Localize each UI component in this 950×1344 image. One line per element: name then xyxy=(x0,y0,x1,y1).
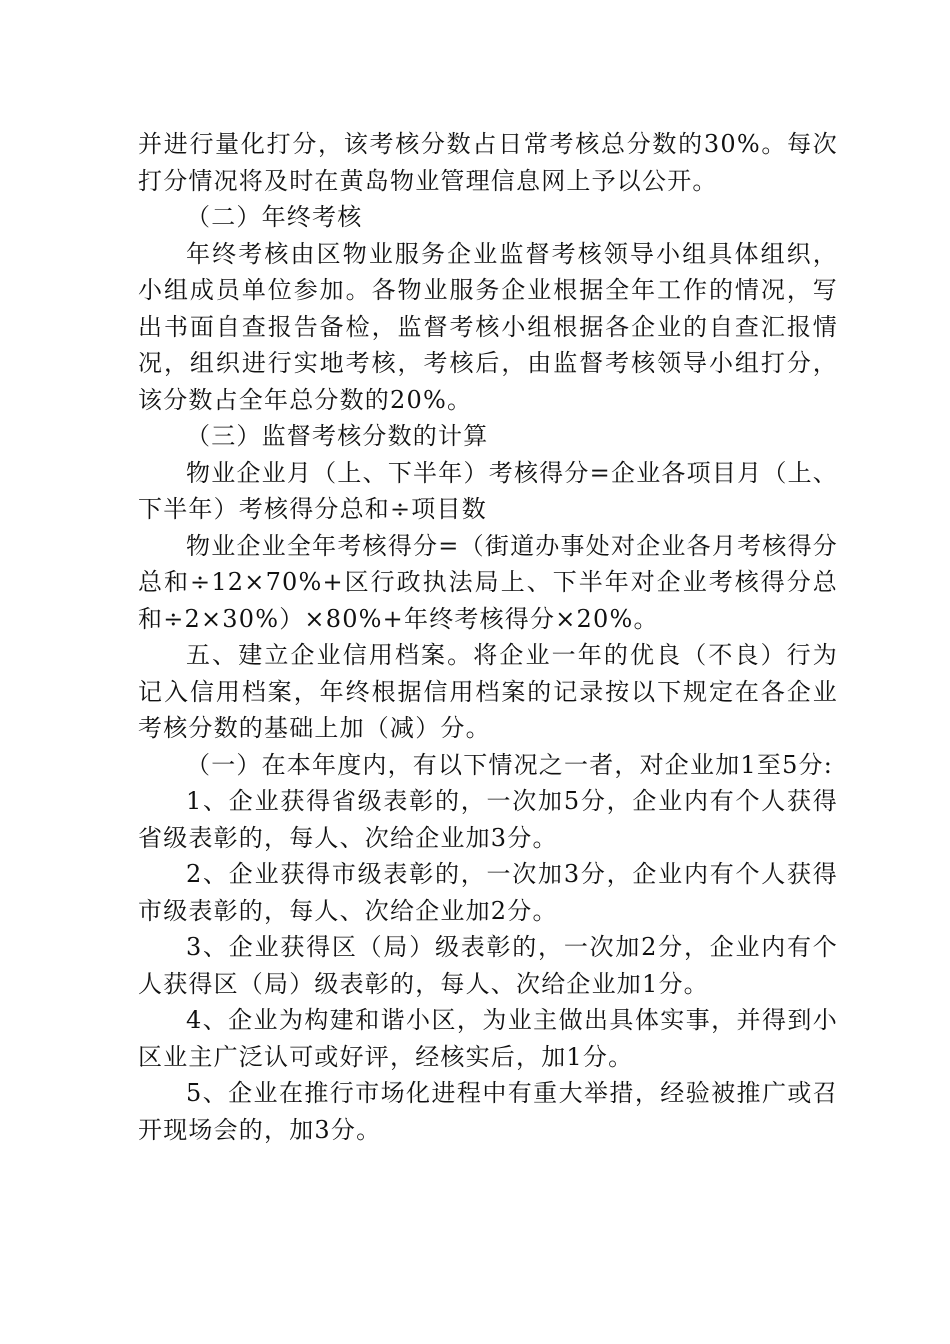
document-body xyxy=(138,126,838,1148)
paragraph-quantified-scoring: 并进行量化打分，该考核分数占日常考核总分数的30%。每次打分情况将及时在黄岛物业管理信息网上予以公开。 xyxy=(138,130,838,195)
heading-year-end-assessment: （二）年终考核 xyxy=(186,203,363,231)
list-item-harmonious-community: 4、企业为构建和谐小区，为业主做出具体实事，并得到小区业主广泛认可或好评，经核实后，加1分。 xyxy=(138,1006,838,1071)
paragraph-credit-records: 五、建立企业信用档案。将企业一年的优良（不良）行为记入信用档案，年终根据信用档案的记录按以下规定在各企业考核分数的基础上加（减）分。 xyxy=(138,641,838,742)
list-item-provincial-award: 1、企业获得省级表彰的，一次加5分，企业内有个人获得省级表彰的，每人、次给企业加3分。 xyxy=(138,787,838,852)
paragraph-annual-score-formula: 物业企业全年考核得分=（街道办事处对企业各月考核得分总和÷12×70%+区行政执法局上、下半年对企业考核得分总和÷2×30%）×80%+年终考核得分×20%。 xyxy=(138,531,838,633)
list-item-district-award: 3、企业获得区（局）级表彰的，一次加2分，企业内有个人获得区（局）级表彰的，每人、次给企业加1分。 xyxy=(138,933,838,998)
list-item-market-reform: 5、企业在推行市场化进程中有重大举措，经验被推广或召开现场会的，加3分。 xyxy=(138,1079,838,1144)
paragraph-year-end-assessment: 年终考核由区物业服务企业监督考核领导小组具体组织，小组成员单位参加。各物业服务企业根据全年工作的情况，写出书面自查报告备检，监督考核小组根据各企业的自查汇报情况，组织进行实地考核，考核后，由监督考核领导小组打分，该分数占全年总分数的20%。 xyxy=(138,239,838,414)
heading-score-calculation: （三）监督考核分数的计算 xyxy=(186,422,489,450)
list-item-municipal-award: 2、企业获得市级表彰的，一次加3分，企业内有个人获得市级表彰的，每人、次给企业加2分。 xyxy=(138,860,838,925)
paragraph-monthly-score-formula: 物业企业月（上、下半年）考核得分=企业各项目月（上、下半年）考核得分总和÷项目数 xyxy=(138,458,838,523)
paragraph-bonus-conditions: （一）在本年度内，有以下情况之一者，对企业加1至5分: xyxy=(186,750,834,779)
